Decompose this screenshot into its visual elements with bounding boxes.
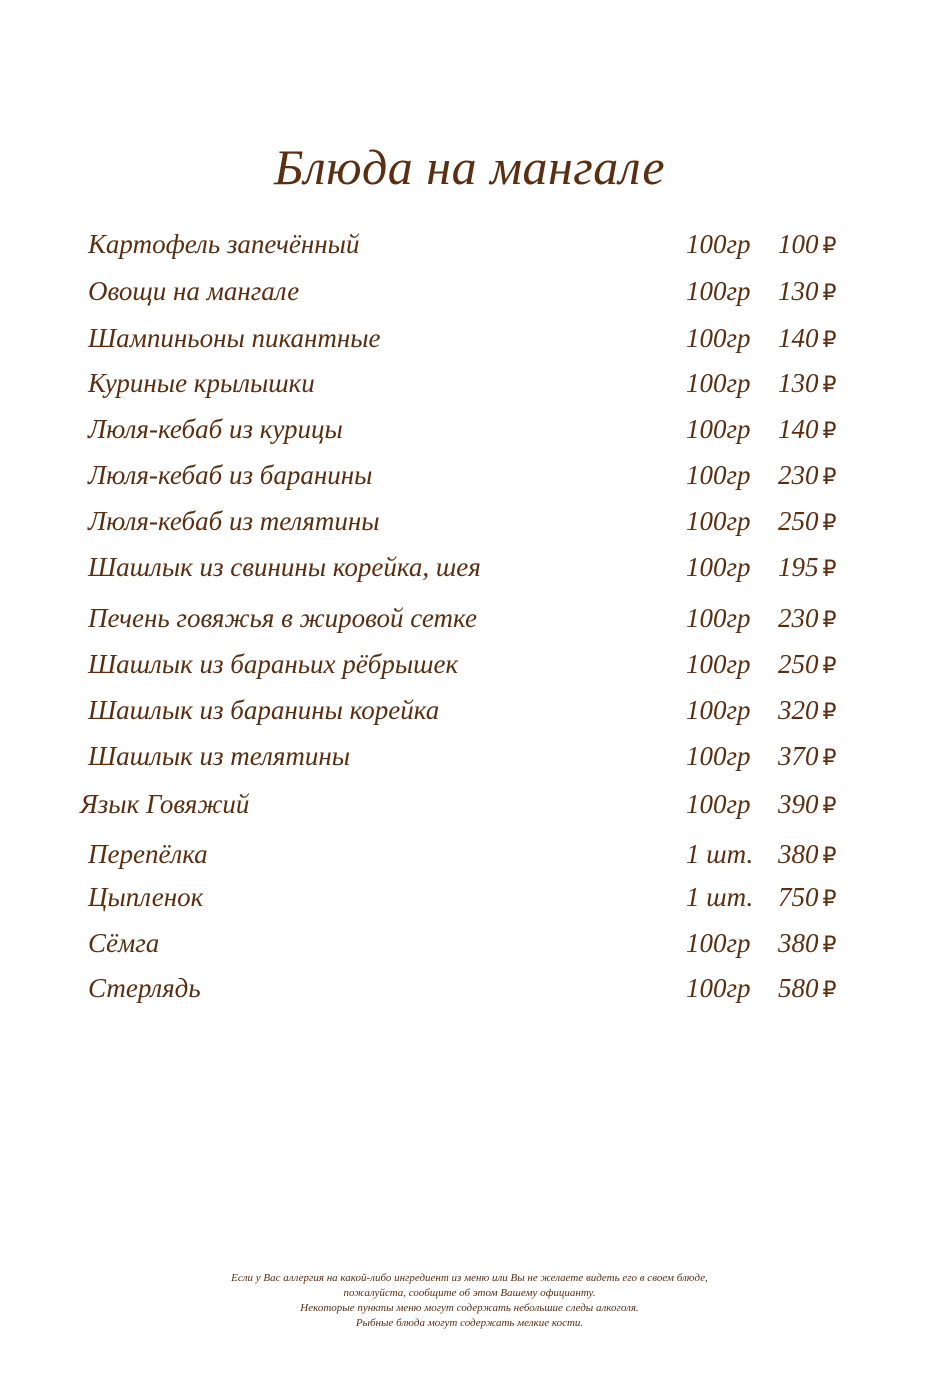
item-price-group <box>778 226 837 265</box>
disclaimer-line: Если у Вас аллергия на какой-либо ингредиент из меню или Вы не желаете видеть его в своем блюде, <box>231 1272 708 1284</box>
item-name: Сёмга <box>88 928 160 958</box>
menu-item <box>0 786 939 822</box>
item-price-group <box>778 925 837 964</box>
menu-item <box>0 273 939 309</box>
ruble-icon: ₽ <box>822 281 837 306</box>
menu-item <box>0 692 939 728</box>
menu-item <box>0 970 939 1006</box>
item-price-group <box>778 879 837 918</box>
item-name: Цыпленок <box>88 882 204 912</box>
item-price: 230 <box>778 603 819 633</box>
item-portion: 100гр <box>686 789 751 819</box>
menu-item <box>0 925 939 961</box>
ruble-icon: ₽ <box>822 700 837 725</box>
item-price-group <box>778 786 837 825</box>
ruble-icon: ₽ <box>822 887 837 912</box>
menu-item <box>0 320 939 356</box>
ruble-icon: ₽ <box>822 234 837 259</box>
item-price-group <box>778 646 837 685</box>
item-name: Печень говяжья в жировой сетке <box>88 603 477 633</box>
item-price-group <box>778 549 837 588</box>
menu-item <box>0 646 939 682</box>
disclaimer-line: Некоторые пункты меню могут содержать небольшие следы алкоголя. <box>300 1302 639 1314</box>
item-price-group <box>778 600 837 639</box>
item-price: 750 <box>778 882 819 912</box>
item-price-group <box>778 320 837 359</box>
item-portion: 1 шт. <box>686 882 754 912</box>
menu-item <box>0 226 939 262</box>
item-price-group <box>778 411 837 450</box>
item-portion: 100гр <box>686 552 751 582</box>
allergy-disclaimer <box>0 1271 939 1331</box>
item-price: 140 <box>778 323 819 353</box>
item-name: Люля-кебаб из курицы <box>88 414 343 444</box>
item-name: Шампиньоны пикантные <box>88 323 381 353</box>
menu-item <box>0 836 939 872</box>
ruble-icon: ₽ <box>822 465 837 490</box>
item-name: Перепёлка <box>88 839 208 869</box>
ruble-icon: ₽ <box>822 511 837 536</box>
ruble-icon: ₽ <box>822 419 837 444</box>
disclaimer-line: Рыбные блюда могут содержать мелкие кости. <box>355 1317 584 1329</box>
menu-item <box>0 549 939 585</box>
item-price-group <box>778 692 837 731</box>
item-portion: 100гр <box>686 506 751 536</box>
menu-item <box>0 411 939 447</box>
ruble-icon: ₽ <box>822 933 837 958</box>
item-price: 195 <box>778 552 819 582</box>
item-portion: 1 шт. <box>686 839 754 869</box>
item-name: Люля-кебаб из баранины <box>88 460 373 490</box>
item-name: Шашлык из свинины корейка, шея <box>88 552 481 582</box>
menu-item <box>0 600 939 636</box>
item-portion: 100гр <box>686 323 751 353</box>
item-price: 380 <box>778 928 819 958</box>
item-portion: 100гр <box>686 695 751 725</box>
menu-item <box>0 365 939 401</box>
item-name: Овощи на мангале <box>88 276 300 306</box>
item-price: 130 <box>778 368 819 398</box>
item-price: 380 <box>778 839 819 869</box>
item-portion: 100гр <box>686 649 751 679</box>
item-price: 320 <box>778 695 819 725</box>
item-price: 140 <box>778 414 819 444</box>
item-name: Шашлык из бараньих рёбрышек <box>88 649 459 679</box>
item-portion: 100гр <box>686 603 751 633</box>
menu-item <box>0 503 939 539</box>
item-price: 390 <box>778 789 819 819</box>
item-portion: 100гр <box>686 368 751 398</box>
item-name: Шашлык из телятины <box>88 741 351 771</box>
item-name: Язык Говяжий <box>80 789 250 819</box>
item-price: 100 <box>778 229 819 259</box>
item-price-group <box>778 365 837 404</box>
ruble-icon: ₽ <box>822 844 837 869</box>
menu-item <box>0 738 939 774</box>
item-price: 250 <box>778 506 819 536</box>
item-portion: 100гр <box>686 973 751 1003</box>
item-name: Картофель запечённый <box>88 229 360 259</box>
item-price-group <box>778 457 837 496</box>
ruble-icon: ₽ <box>822 557 837 582</box>
ruble-icon: ₽ <box>822 654 837 679</box>
item-portion: 100гр <box>686 460 751 490</box>
item-price: 250 <box>778 649 819 679</box>
ruble-icon: ₽ <box>822 373 837 398</box>
ruble-icon: ₽ <box>822 608 837 633</box>
item-portion: 100гр <box>686 276 751 306</box>
ruble-icon: ₽ <box>822 746 837 771</box>
item-price-group <box>778 503 837 542</box>
item-portion: 100гр <box>686 928 751 958</box>
item-portion: 100гр <box>686 414 751 444</box>
item-price: 580 <box>778 973 819 1003</box>
item-name: Люля-кебаб из телятины <box>88 506 380 536</box>
item-portion: 100гр <box>686 741 751 771</box>
item-price-group <box>778 273 837 312</box>
item-price-group <box>778 738 837 777</box>
menu-item <box>0 457 939 493</box>
item-name: Куриные крылышки <box>88 368 315 398</box>
item-name: Стерлядь <box>88 973 201 1003</box>
ruble-icon: ₽ <box>822 794 837 819</box>
item-name: Шашлык из баранины корейка <box>88 695 440 725</box>
item-price: 230 <box>778 460 819 490</box>
disclaimer-line: пожалуйста, сообщите об этом Вашему официанту. <box>343 1287 596 1299</box>
item-price-group <box>778 970 837 1009</box>
item-price-group <box>778 836 837 875</box>
ruble-icon: ₽ <box>822 328 837 353</box>
menu-item <box>0 879 939 915</box>
item-portion: 100гр <box>686 229 751 259</box>
item-price: 130 <box>778 276 819 306</box>
item-price: 370 <box>778 741 819 771</box>
page-title: Блюда на мангале <box>273 139 666 195</box>
ruble-icon: ₽ <box>822 978 837 1003</box>
